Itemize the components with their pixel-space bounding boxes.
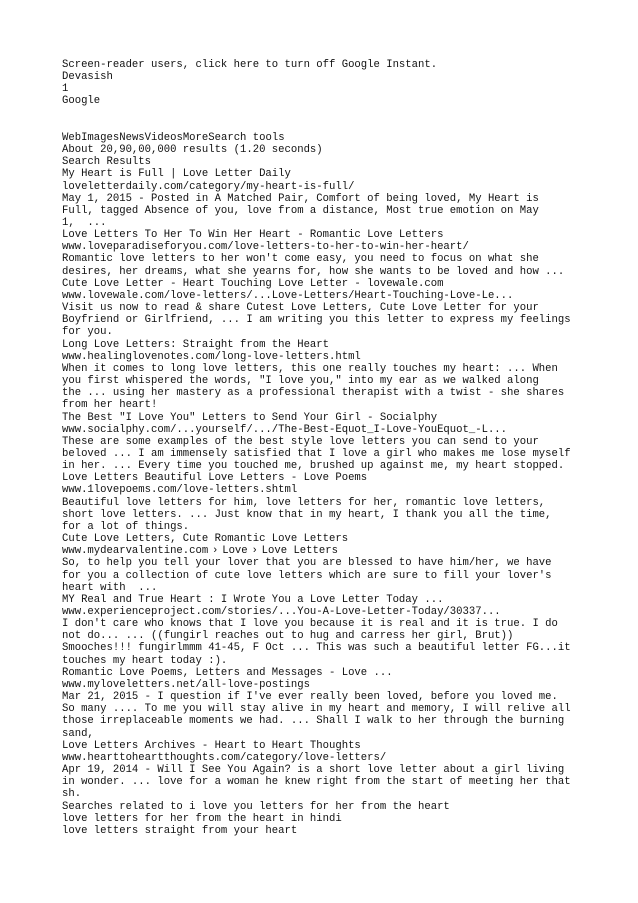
- breadcrumb-domain: www.mydearvalentine.com: [62, 545, 209, 558]
- result-snippet-line: So many .... To me you will stay alive in my heart and memory, I will relive all: [62, 703, 571, 716]
- result-snippet-line: you first whispered the words, "I love you," into my ear as we walked along: [62, 375, 539, 388]
- breadcrumb-segment: Love Letters: [261, 545, 338, 558]
- result-snippet-line: Mar 21, 2015 - I question if I've ever really been loved, before you loved me.: [62, 691, 558, 704]
- result-snippet-line: heart with ...: [62, 581, 158, 594]
- result-snippet-line: Smooches!!! fungirlmmm 41-45, F Oct ... This was such a beautiful letter FG...it: [62, 642, 571, 655]
- result-snippet-line: Apr 19, 2014 - Will I See You Again? is a short love letter about a girl living: [62, 764, 565, 777]
- result-snippet-line: I don't care who knows that I love you because it is real and it is true. I do: [62, 618, 558, 631]
- result-stats: About 20,90,00,000 results (1.20 seconds): [62, 144, 323, 157]
- result-title[interactable]: My Heart is Full | Love Letter Daily: [62, 168, 291, 181]
- tab-videos[interactable]: Videos: [144, 131, 183, 144]
- result-snippet-line: touches my heart today :).: [62, 654, 228, 667]
- tab-news[interactable]: News: [119, 131, 145, 144]
- related-search-link[interactable]: love letters for her from the heart in hindi: [62, 812, 342, 825]
- result-snippet-line: Boyfriend or Girlfriend, ... I am writing you this letter to express my feelings: [62, 314, 571, 327]
- result-snippet-line: those irreplaceable moments we had. ... Shall I walk to her through the burning: [62, 715, 565, 728]
- related-search-link[interactable]: love letters straight from your heart: [62, 824, 298, 837]
- breadcrumb-separator-icon: ›: [212, 545, 219, 558]
- result-snippet-line: sand,: [62, 727, 94, 740]
- result-snippet-line: When it comes to long love letters, this one really touches my heart: ... When: [62, 362, 558, 375]
- search-result: [62, 168, 622, 229]
- search-result: [62, 412, 622, 473]
- search-results-page: [62, 59, 622, 837]
- results-heading: Search Results: [62, 156, 152, 169]
- result-snippet-line: May 1, 2015 - Posted in A Matched Pair, Comfort of being loved, My Heart is: [62, 192, 539, 205]
- result-snippet-line: desires, her dreams, what she yearns for, how she wants to be loved and how ...: [62, 265, 565, 278]
- result-snippet-line: beloved ... I am immensely satisfied that I love a girl who makes me lose myself: [62, 447, 571, 460]
- result-snippet-line: Beautiful love letters for him, love letters for her, romantic love letters,: [62, 496, 546, 509]
- result-url: www.hearttoheartthoughts.com/category/love-letters/: [62, 751, 387, 764]
- screen-reader-link[interactable]: Screen-reader users, click here to turn off Google Instant.: [62, 59, 438, 71]
- search-result: [62, 229, 622, 278]
- search-result: [62, 533, 622, 594]
- result-snippet-line: sh.: [62, 788, 82, 801]
- tab-images[interactable]: Images: [81, 131, 120, 144]
- account-name[interactable]: Devasish: [62, 71, 113, 84]
- result-title[interactable]: Love Letters To Her To Win Her Heart - Romantic Love Letters: [62, 229, 444, 242]
- tab-search-tools[interactable]: Search tools: [208, 131, 285, 144]
- google-logo[interactable]: Google: [62, 95, 101, 108]
- search-result: [62, 339, 622, 412]
- result-snippet-line: not do... ... ((fungirl reaches out to hug and carress her girl, Brut)): [62, 630, 514, 643]
- result-url: www.myloveletters.net/all-love-postings: [62, 678, 310, 691]
- result-snippet-line: These are some examples of the best style love letters you can send to your: [62, 435, 539, 448]
- result-url: www.experienceproject.com/stories/...You-A-Love-Letter-Today/30337...: [62, 606, 501, 619]
- breadcrumb-segment: Love: [222, 545, 248, 558]
- result-snippet-line: for you.: [62, 326, 113, 339]
- search-result: [62, 740, 622, 801]
- result-title[interactable]: MY Real and True Heart : I Wrote You a Love Letter Today ...: [62, 593, 444, 606]
- result-snippet-line: 1, ...: [62, 217, 107, 230]
- result-breadcrumb-url: [62, 545, 622, 557]
- result-snippet-line: short love letters. ... Just know that in my heart, I thank you all the time,: [62, 508, 552, 521]
- result-snippet-line: from her heart!: [62, 399, 158, 412]
- result-title[interactable]: Love Letters Archives - Heart to Heart Thoughts: [62, 739, 361, 752]
- tab-more[interactable]: More: [182, 131, 209, 144]
- result-url: www.loveparadiseforyou.com/love-letters-to-her-to-win-her-heart/: [62, 241, 469, 254]
- search-result: [62, 594, 622, 667]
- result-snippet-line: for a lot of things.: [62, 520, 190, 533]
- result-snippet-line: Full, tagged Absence of you, love from a distance, Most true emotion on May: [62, 204, 539, 217]
- result-url: www.1lovepoems.com/love-letters.shtml: [62, 484, 298, 497]
- tab-web[interactable]: Web: [62, 131, 82, 144]
- result-title[interactable]: Long Love Letters: Straight from the Heart: [62, 338, 330, 351]
- result-snippet-line: for you a collection of cute love letters which are sure to fill your lover's: [62, 569, 552, 582]
- search-result: [62, 667, 622, 740]
- result-url: www.lovewale.com/love-letters/...Love-Letters/Heart-Touching-Love-Le...: [62, 289, 514, 302]
- result-title[interactable]: Love Letters Beautiful Love Letters - Love Poems: [62, 472, 368, 485]
- result-snippet-line: Visit us now to read & share Cutest Love Letters, Cute Love Letter for your: [62, 302, 539, 315]
- header-gap: [62, 108, 622, 132]
- related-searches-heading: Searches related to i love you letters for her from the heart: [62, 800, 450, 813]
- result-snippet-line: the ... using her mastery as a professional therapist with a twist - she shares: [62, 387, 565, 400]
- result-snippet-line: So, to help you tell your lover that you are blessed to have him/her, we have: [62, 557, 552, 570]
- result-title[interactable]: Cute Love Letter - Heart Touching Love Letter - lovewale.com: [62, 277, 444, 290]
- result-title[interactable]: Romantic Love Poems, Letters and Messages - Love ...: [62, 666, 393, 679]
- result-url: www.healinglovenotes.com/long-love-letters.html: [62, 350, 361, 363]
- result-title[interactable]: The Best "I Love You" Letters to Send Your Girl - Socialphy: [62, 411, 438, 424]
- result-title[interactable]: Cute Love Letters, Cute Romantic Love Letters: [62, 533, 349, 546]
- search-result: [62, 278, 622, 339]
- result-url: loveletterdaily.com/category/my-heart-is-full/: [62, 180, 355, 193]
- result-snippet-line: Romantic love letters to her won't come easy, you need to focus on what she: [62, 253, 539, 266]
- search-result: [62, 472, 622, 533]
- result-snippet-line: in wonder. ... love for a woman he knew right from the start of meeting her that: [62, 776, 571, 789]
- result-snippet-line: in her. ... Every time you touched me, brushed up against me, my heart stopped.: [62, 460, 565, 473]
- result-url: www.socialphy.com/...yourself/.../The-Best-Equot_I-Love-YouEquot_-L...: [62, 423, 508, 436]
- breadcrumb-separator-icon: ›: [251, 545, 258, 558]
- search-tabs: [62, 132, 622, 144]
- notification-count[interactable]: 1: [62, 83, 69, 96]
